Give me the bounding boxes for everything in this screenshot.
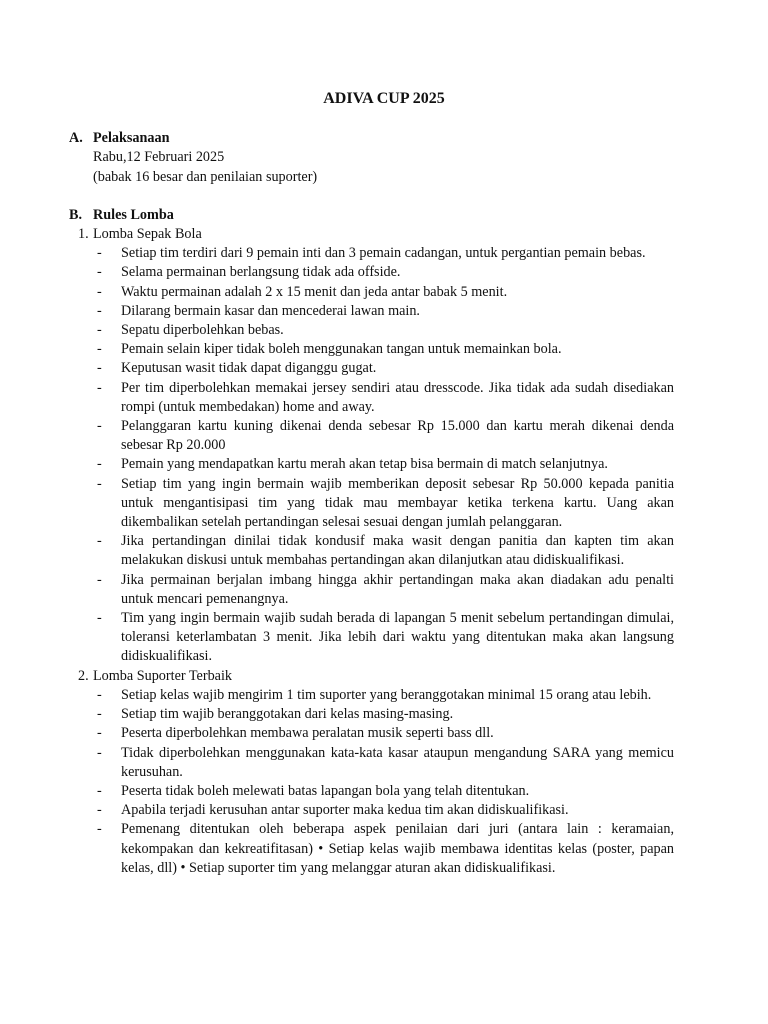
dash-marker: - [97,821,102,838]
event-date: Rabu,12 Februari 2025 [93,149,225,166]
event-note: (babak 16 besar dan penilaian suporter) [93,168,318,185]
list-item: - Dilarang bermain kasar dan mencederai lawan main. [97,302,674,321]
dash-marker: - [97,744,102,761]
dash-marker: - [97,302,102,319]
list-item: - Setiap tim yang ingin bermain wajib memberikan deposit sebesar Rp 50.000 kepada panitia untuk mengantisipasi tim yang tidak mau membayar ketika terkena kartu. Uang akan dikembalikan setelah pertandingan selesai sesuai dengan jumlah pelanggaran. [97,475,674,533]
dash-marker: - [97,725,102,742]
subsection-number: 1. [78,226,89,243]
list-item: - Waktu permainan adalah 2 x 15 menit dan jeda antar babak 5 menit. [97,283,674,302]
document-title: ADIVA CUP 2025 [323,90,445,107]
section-b-header [69,206,674,225]
dash-marker: - [97,264,102,281]
list-item: - Pelanggaran kartu kuning dikenai denda sebesar Rp 15.000 dan kartu merah dikenai denda sebesar Rp 20.000 [97,417,674,455]
list-item: - Pemenang ditentukan oleh beberapa aspek penilaian dari juri (antara lain : keramaian, kekompakan dan kekreatifitasan) • Setiap kelas wajib membawa identitas kelas (poster, papan kelas, dll) • Setiap suporter tim yang melanggar aturan akan didiskualifikasi. [97,820,674,878]
dash-marker: - [97,418,102,435]
dash-marker: - [97,245,102,262]
dash-marker: - [97,706,102,723]
section-a-heading: Pelaksanaan [93,130,170,147]
list-item: - Setiap tim terdiri dari 9 pemain inti dan 3 pemain cadangan, untuk pergantian pemain bebas. [97,244,674,263]
subsection-sepak-bola [78,225,674,244]
list-item: - Apabila terjadi kerusuhan antar suporter maka kedua tim akan didiskualifikasi. [97,801,674,820]
dash-marker: - [97,360,102,377]
dash-marker: - [97,283,102,300]
section-a-letter: A. [69,130,83,147]
list-item: - Peserta diperbolehkan membawa peralatan musik seperti bass dll. [97,724,674,743]
subsection-title: Lomba Suporter Terbaik [93,667,233,684]
section-b-heading: Rules Lomba [93,206,174,223]
subsection-number: 2. [78,667,89,684]
sepak-bola-rules-list [69,244,674,666]
list-item: - Tidak diperbolehkan menggunakan kata-kata kasar ataupun mengandung SARA yang memicu kerusuhan. [97,744,674,782]
dash-marker: - [97,341,102,358]
list-item: - Keputusan wasit tidak dapat diganggu gugat. [97,359,674,378]
section-a-body [93,148,674,186]
list-item: - Sepatu diperbolehkan bebas. [97,321,674,340]
section-b-letter: B. [69,206,83,223]
list-item: - Setiap kelas wajib mengirim 1 tim suporter yang beranggotakan minimal 15 orang atau lebih. [97,686,674,705]
list-item: - Pemain selain kiper tidak boleh menggunakan tangan untuk memainkan bola. [97,340,674,359]
dash-marker: - [97,686,102,703]
list-item: - Per tim diperbolehkan memakai jersey sendiri atau dresscode. Jika tidak ada sudah disediakan rompi (untuk membedakan) home and away. [97,379,674,417]
dash-marker: - [97,782,102,799]
dash-marker: - [97,322,102,339]
dash-marker: - [97,802,102,819]
suporter-rules-list [69,686,674,878]
subsection-title: Lomba Sepak Bola [93,226,202,243]
list-item: - Setiap tim wajib beranggotakan dari kelas masing-masing. [97,705,674,724]
list-item: - Jika permainan berjalan imbang hingga akhir pertandingan maka akan diadakan adu penalti untuk mencari pemenangnya. [97,571,674,609]
dash-marker: - [97,533,102,550]
dash-marker: - [97,475,102,492]
list-item: - Pemain yang mendapatkan kartu merah akan tetap bisa bermain di match selanjutnya. [97,455,674,474]
subsection-suporter [78,667,674,686]
list-item: - Tim yang ingin bermain wajib sudah berada di lapangan 5 menit sebelum pertandingan dimulai, toleransi keterlambatan 3 menit. Jika lebih dari waktu yang ditentukan maka akan langsung didiskualifikasi. [97,609,674,667]
list-item: - Selama permainan berlangsung tidak ada offside. [97,263,674,282]
list-item: - Jika pertandingan dinilai tidak kondusif maka wasit dengan panitia dan kapten tim akan melakukan diskusi untuk membahas pertandingan akan dilanjutkan atau didiskualifikasi. [97,532,674,570]
dash-marker: - [97,571,102,588]
dash-marker: - [97,610,102,627]
dash-marker: - [97,456,102,473]
section-a-header [69,129,674,148]
dash-marker: - [97,379,102,396]
list-item: - Peserta tidak boleh melewati batas lapangan bola yang telah ditentukan. [97,782,674,801]
